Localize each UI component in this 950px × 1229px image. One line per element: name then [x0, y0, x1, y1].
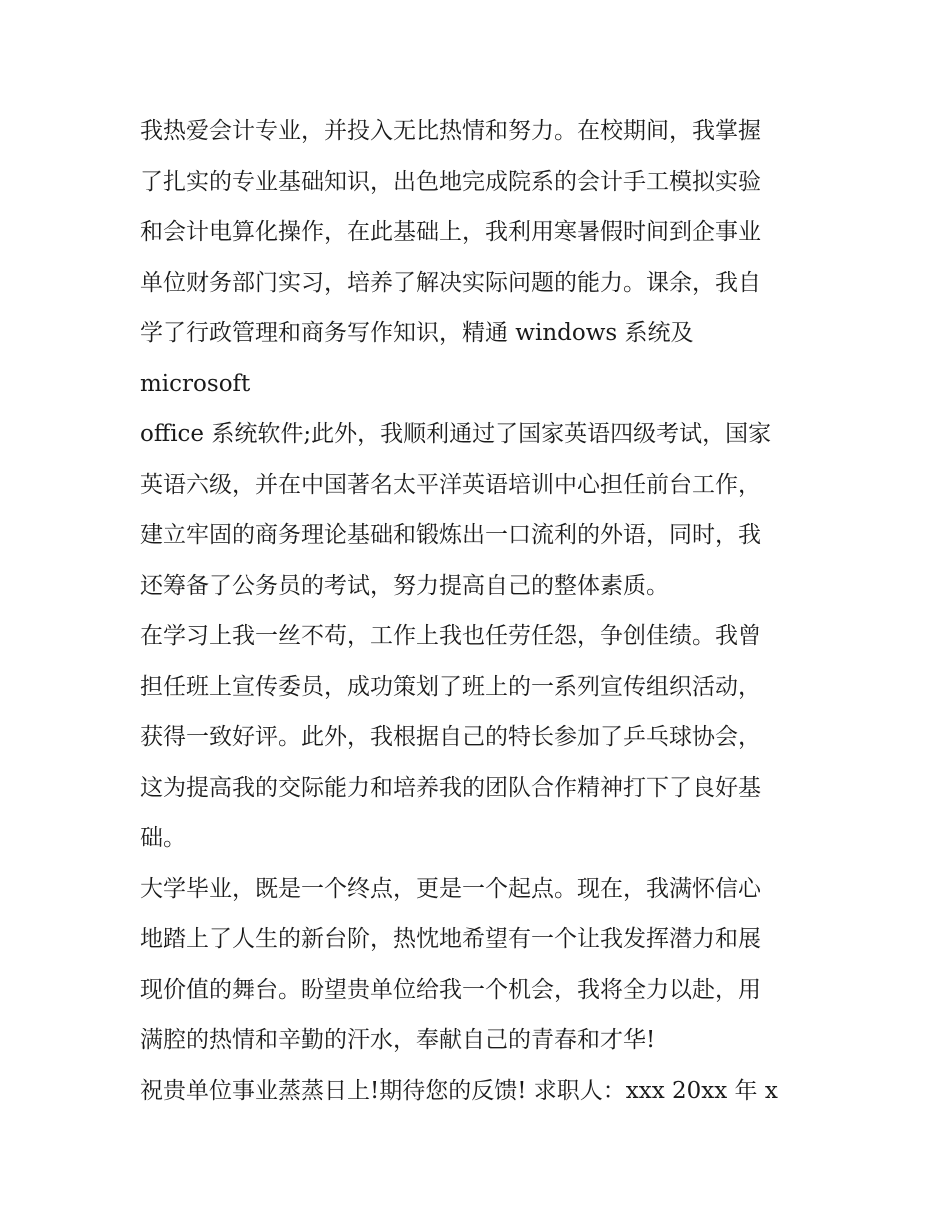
- text-line: 我热爱会计专业，并投入无比热情和努力。在校期间，我掌握: [140, 118, 761, 144]
- text-line: 单位财务部门实习，培养了解决实际问题的能力。课余，我自: [140, 269, 761, 296]
- text-line: 建立牢固的商务理论基础和锻炼出一口流利的外语，同时，我: [140, 522, 761, 548]
- text-line: 础。: [140, 825, 186, 851]
- text-line: microsoft: [140, 370, 251, 397]
- text-line: 在学习上我一丝不苟，工作上我也任劳任怨，争创佳绩。我曾: [140, 623, 761, 649]
- text-line: 了扎实的专业基础知识，出色地完成院系的会计手工模拟实验: [140, 168, 761, 195]
- text-line: 和会计电算化操作，在此基础上，我利用寒暑假时间到企事业: [140, 219, 761, 245]
- text-line: 祝贵单位事业蒸蒸日上!期待您的反馈! 求职人：xxx 20xx 年 x: [140, 1077, 778, 1104]
- text-line: 英语六级，并在中国著名太平洋英语培训中心担任前台工作，: [140, 471, 761, 498]
- text-line: 这为提高我的交际能力和培养我的团队合作精神打下了良好基: [140, 774, 761, 801]
- text-line: 满腔的热情和辛勤的汗水，奉献自己的青春和才华!: [140, 1027, 656, 1053]
- text-line: 现价值的舞台。盼望贵单位给我一个机会，我将全力以赴，用: [140, 976, 761, 1003]
- text-line: office 系统软件;此外，我顺利通过了国家英语四级考试，国家: [140, 421, 772, 447]
- text-line: 大学毕业，既是一个终点，更是一个起点。现在，我满怀信心: [140, 875, 761, 902]
- text-line: 担任班上宣传委员，成功策划了班上的一系列宣传组织活动，: [140, 673, 761, 700]
- text-line: 学了行政管理和商务写作知识，精通 windows 系统及: [140, 320, 694, 346]
- text-line: 还筹备了公务员的考试，努力提高自己的整体素质。: [140, 572, 669, 599]
- document-body: [140, 106, 820, 1116]
- text-line: 地踏上了人生的新台阶，热忱地希望有一个让我发挥潜力和展: [140, 926, 761, 952]
- text-line: 获得一致好评。此外，我根据自己的特长参加了乒乓球协会，: [140, 724, 761, 750]
